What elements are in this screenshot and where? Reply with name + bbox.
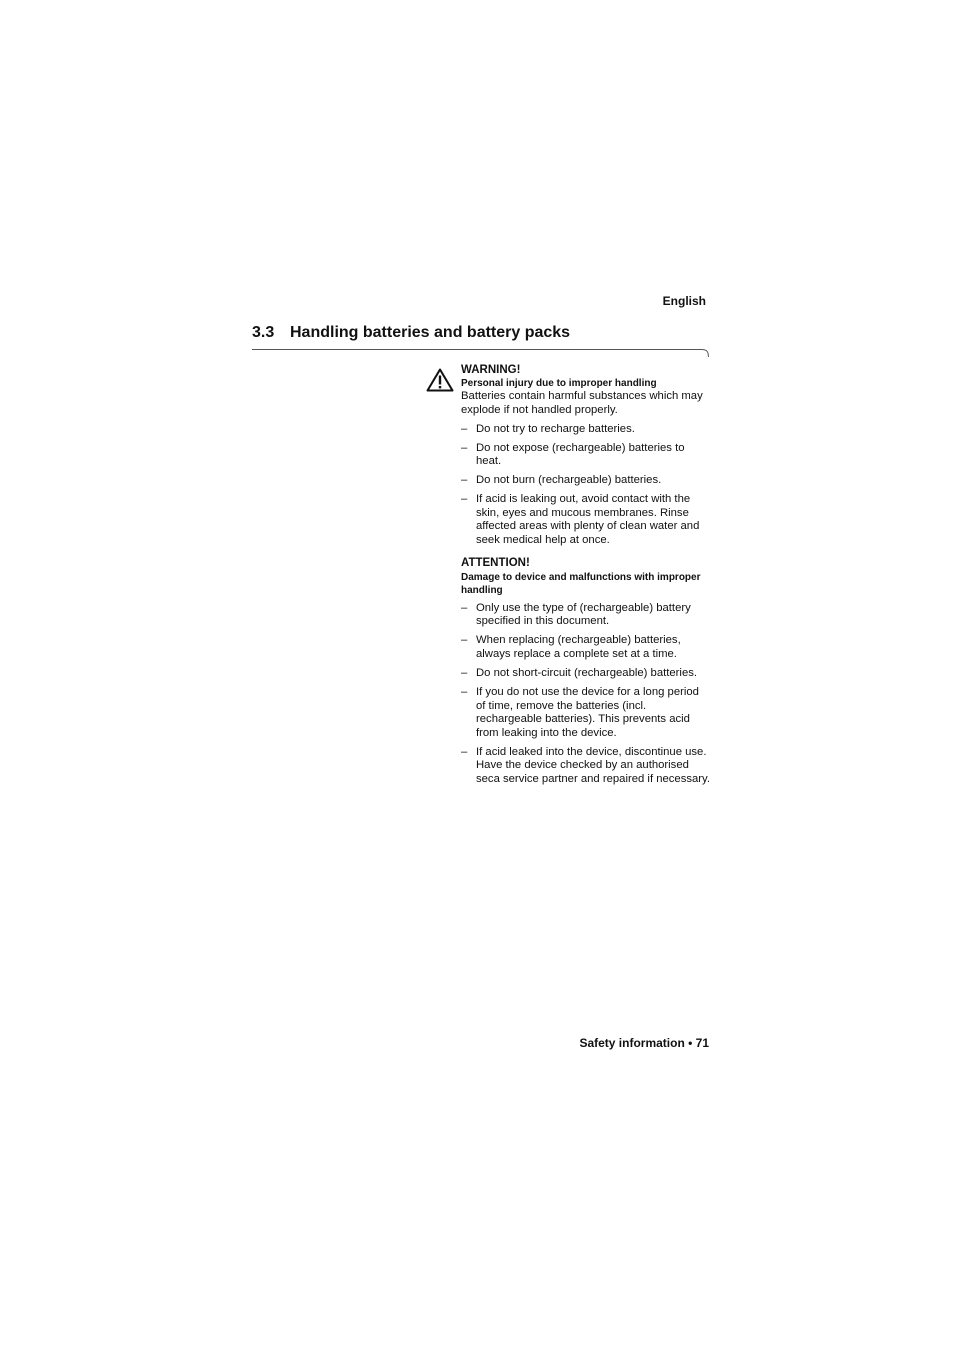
list-item bbox=[461, 746, 711, 787]
warning-subtitle: Personal injury due to improper handling bbox=[461, 378, 657, 389]
list-marker: – bbox=[461, 441, 468, 454]
warning-list bbox=[461, 423, 711, 548]
list-item bbox=[461, 602, 711, 629]
attention-title: ATTENTION! bbox=[461, 556, 530, 569]
list-marker: – bbox=[461, 474, 468, 487]
page-footer: Safety information • 71 bbox=[579, 1036, 709, 1050]
section-rule bbox=[252, 349, 712, 359]
list-item-text: If you do not use the device for a long period of time, remove the batteries (incl. rechargeable batteries). This prevents acid from leaking into the device. bbox=[476, 686, 699, 739]
list-item bbox=[461, 686, 711, 740]
list-marker: – bbox=[461, 667, 468, 680]
list-item-text: Do not short-circuit (rechargeable) batteries. bbox=[476, 667, 698, 680]
list-item-text: Do not burn (rechargeable) batteries. bbox=[476, 474, 662, 487]
section-heading bbox=[252, 324, 570, 342]
list-marker: – bbox=[461, 686, 468, 699]
list-item-text: Do not expose (rechargeable) batteries to heat. bbox=[476, 441, 685, 468]
warning-block bbox=[461, 363, 711, 548]
attention-block bbox=[461, 556, 711, 787]
list-item-text: Do not try to recharge batteries. bbox=[476, 422, 635, 435]
list-item bbox=[461, 667, 711, 681]
safety-content bbox=[461, 363, 711, 787]
language-label: English bbox=[662, 294, 706, 308]
list-marker: – bbox=[461, 601, 468, 614]
list-item bbox=[461, 423, 711, 437]
list-item bbox=[461, 442, 711, 469]
warning-intro: Batteries contain harmful substances which may explode if not handled properly. bbox=[461, 390, 703, 416]
section-title: Handling batteries and battery packs bbox=[290, 324, 571, 341]
warning-title: WARNING! bbox=[461, 364, 521, 376]
list-item bbox=[461, 474, 711, 488]
list-marker: – bbox=[461, 422, 468, 435]
warning-triangle-icon bbox=[426, 368, 454, 397]
list-item-text: If acid is leaking out, avoid contact with the skin, eyes and mucous membranes. Rinse affected areas with plenty of clean water and seek medical help at once. bbox=[476, 493, 700, 546]
list-marker: – bbox=[461, 634, 468, 647]
list-item bbox=[461, 634, 711, 661]
section-number: 3.3 bbox=[252, 324, 275, 341]
list-item-text: Only use the type of (rechargeable) battery specified in this document. bbox=[476, 601, 691, 628]
list-item-text: When replacing (rechargeable) batteries, always replace a complete set at a time. bbox=[476, 634, 681, 661]
list-item bbox=[461, 493, 711, 547]
list-marker: – bbox=[461, 493, 468, 506]
attention-list bbox=[461, 602, 711, 787]
list-marker: – bbox=[461, 745, 468, 758]
attention-subtitle: Damage to device and malfunctions with improper handling bbox=[461, 571, 701, 596]
list-item-text: If acid leaked into the device, discontinue use. Have the device checked by an authorised seca service partner and repaired if necessary. bbox=[476, 745, 711, 785]
